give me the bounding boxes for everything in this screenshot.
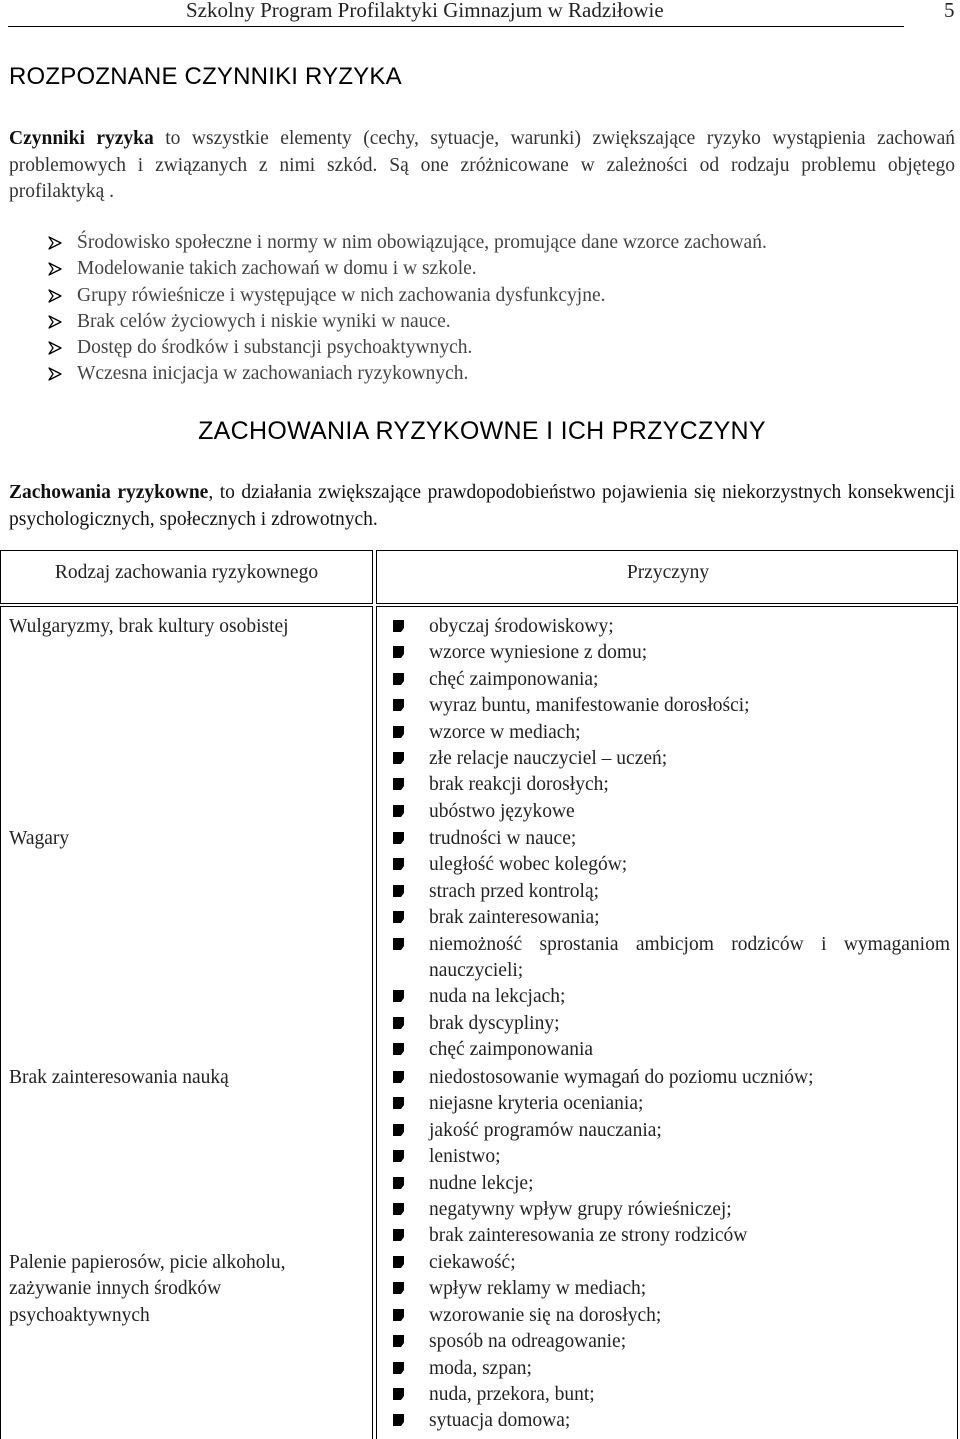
- list-item-text: obyczaj środowiskowy;: [429, 616, 614, 637]
- list-item-text: nudne lekcje;: [429, 1172, 534, 1194]
- list-item-text: złe relacje nauczyciel – uczeń;: [429, 748, 668, 770]
- square-bullet-icon: [393, 938, 404, 950]
- list-item: [390, 667, 950, 693]
- list-item: [390, 1065, 950, 1091]
- square-bullet-icon: [393, 673, 404, 685]
- list-item: [390, 640, 950, 666]
- square-bullet-icon: [393, 1203, 404, 1215]
- arrow-bullet-icon: [48, 236, 62, 250]
- list-item: [390, 826, 950, 852]
- table-row-behavior: Wagary: [9, 828, 70, 849]
- list-item-text: ubóstwo językowe: [429, 800, 575, 822]
- list-item: [48, 256, 767, 282]
- list-item: [48, 309, 767, 335]
- risky-behaviors-intro: [9, 480, 955, 533]
- list-item: [390, 1223, 950, 1249]
- list-item-text: wzorce wyniesione z domu;: [429, 642, 648, 664]
- square-bullet-icon: [393, 858, 404, 870]
- list-item-text: trudności w nauce;: [429, 828, 577, 849]
- list-item-text: wpływ reklamy w mediach;: [429, 1278, 647, 1300]
- list-item: [390, 746, 950, 772]
- risk-factors-term: Czynniki ryzyka: [9, 128, 154, 149]
- square-bullet-icon: [393, 1017, 404, 1029]
- arrow-bullet-icon: [48, 341, 62, 355]
- header-title: Szkolny Program Profilaktyki Gimnazjum w Radziłowie: [186, 0, 664, 22]
- list-item: [390, 879, 950, 905]
- risky-behaviors-definition: , to działania zwiększające prawdopodobieństwo pojawienia się niekorzystnych konsekwencji psychologicznych, społecznych i zdrowotnych.: [9, 482, 956, 530]
- risky-behaviors-term: Zachowania ryzykowne: [9, 482, 209, 503]
- list-item-text: Brak celów życiowych i niskie wyniki w nauce.: [77, 310, 451, 332]
- list-item-text: moda, szpan;: [429, 1357, 532, 1379]
- list-item-text: ciekawość;: [429, 1252, 516, 1273]
- square-bullet-icon: [393, 1256, 404, 1268]
- square-bullet-icon: [393, 1097, 404, 1109]
- list-item-text: Modelowanie takich zachowań w domu i w szkole.: [77, 258, 477, 280]
- list-item-text: Grupy rówieśnicze i występujące w nich zachowania dysfunkcyjne.: [77, 284, 606, 306]
- square-bullet-icon: [393, 805, 404, 817]
- list-item: [390, 1303, 950, 1329]
- square-bullet-icon: [393, 646, 404, 658]
- list-item: [390, 1171, 950, 1197]
- list-item: [390, 614, 950, 640]
- list-item: [390, 1250, 950, 1276]
- list-item-text: brak dyscypliny;: [429, 1012, 560, 1034]
- page-number: 5: [944, 0, 955, 22]
- page-header: [8, 0, 904, 27]
- arrow-bullet-icon: [48, 289, 62, 303]
- list-item-text: niedostosowanie wymagań do poziomu uczniów;: [429, 1067, 814, 1088]
- square-bullet-icon: [393, 1150, 404, 1162]
- table-column-header-behavior: Rodzaj zachowania ryzykownego: [54, 562, 319, 583]
- table-row-causes: [390, 1250, 950, 1435]
- section-heading-risky-behaviors: [0, 417, 960, 446]
- risk-factors-intro: [9, 126, 955, 206]
- table-row-causes: [390, 614, 950, 825]
- square-bullet-icon: [393, 778, 404, 790]
- square-bullet-icon: [393, 620, 404, 632]
- square-bullet-icon: [393, 726, 404, 738]
- list-item-text: nuda na lekcjach;: [429, 986, 566, 1008]
- arrow-bullet-icon: [48, 315, 62, 329]
- list-item-text: Środowisko społeczne i normy w nim obowiązujące, promujące dane wzorce zachowań.: [77, 232, 767, 253]
- list-item-text: wzorce w mediach;: [429, 721, 581, 743]
- list-item-text: niejasne kryteria oceniania;: [429, 1093, 644, 1115]
- list-item-text: lenistwo;: [429, 1146, 501, 1168]
- list-item-text: brak zainteresowania ze strony rodziców: [429, 1225, 748, 1247]
- table-row-causes: [390, 1065, 950, 1250]
- square-bullet-icon: [393, 1124, 404, 1136]
- square-bullet-icon: [393, 1177, 404, 1189]
- list-item-text: chęć zaimponowania;: [429, 668, 599, 690]
- list-item-text: wyraz buntu, manifestowanie dorosłości;: [429, 695, 750, 717]
- list-item: [390, 1118, 950, 1144]
- risk-factors-list: [48, 230, 767, 388]
- list-item: [390, 852, 950, 878]
- square-bullet-icon: [393, 1414, 404, 1426]
- list-item: [390, 1329, 950, 1355]
- square-bullet-icon: [393, 1362, 404, 1374]
- list-item-text: uległość wobec kolegów;: [429, 854, 628, 876]
- list-item: [390, 1091, 950, 1117]
- table-row-causes: [390, 826, 950, 1064]
- square-bullet-icon: [393, 1335, 404, 1347]
- list-item: [390, 1037, 950, 1063]
- section-heading-text: ZACHOWANIA RYZYKOWNE I ICH PRZYCZYNY: [198, 417, 766, 445]
- list-item: [390, 693, 950, 719]
- list-item: [390, 1356, 950, 1382]
- list-item-text: wzorowanie się na dorosłych;: [429, 1304, 662, 1326]
- table-row-behavior: Wulgaryzmy, brak kultury osobistej: [9, 616, 289, 637]
- list-item: [390, 1408, 950, 1434]
- list-item-text: strach przed kontrolą;: [429, 880, 600, 902]
- list-item: [48, 361, 767, 387]
- list-item: [390, 799, 950, 825]
- list-item-text: Wczesna inicjacja w zachowaniach ryzykownych.: [77, 363, 469, 385]
- square-bullet-icon: [393, 1043, 404, 1055]
- list-item-text: nuda, przekora, bunt;: [429, 1384, 595, 1406]
- arrow-bullet-icon: [48, 367, 62, 381]
- list-item: [390, 772, 950, 798]
- risk-factors-definition: to wszystkie elementy (cechy, sytuacje, warunki) zwiększające ryzyko wystąpienia zachowań problemowych i związanych z nimi szkód. Są one zróżnicowane w zależności od rodzaju problemu objętego profilaktyką .: [9, 128, 955, 202]
- list-item: [390, 984, 950, 1010]
- list-item-text: Dostęp do środków i substancji psychoaktywnych.: [77, 337, 473, 359]
- square-bullet-icon: [393, 990, 404, 1002]
- list-item-text: jakość programów nauczania;: [429, 1119, 662, 1141]
- square-bullet-icon: [393, 699, 404, 711]
- square-bullet-icon: [393, 832, 404, 844]
- square-bullet-icon: [393, 1071, 404, 1083]
- list-item-text: sytuacja domowa;: [429, 1410, 571, 1432]
- list-item-text: sposób na odreagowanie;: [429, 1331, 627, 1353]
- square-bullet-icon: [393, 1282, 404, 1294]
- list-item: [390, 720, 950, 746]
- list-item: [390, 1144, 950, 1170]
- arrow-bullet-icon: [48, 262, 62, 276]
- list-item: [390, 1382, 950, 1408]
- square-bullet-icon: [393, 1388, 404, 1400]
- list-item-text: brak zainteresowania;: [429, 907, 600, 929]
- list-item: [390, 932, 950, 985]
- table-row-behavior: Palenie papierosów, picie alkoholu, zażywanie innych środków psychoaktywnych: [9, 1252, 286, 1326]
- list-item: [390, 1276, 950, 1302]
- list-item-text: niemożność sprostania ambicjom rodziców i wymaganiom nauczycieli;: [429, 933, 950, 982]
- table-column-header-causes: Przyczyny: [626, 562, 710, 583]
- square-bullet-icon: [393, 1309, 404, 1321]
- list-item-text: chęć zaimponowania: [429, 1039, 594, 1061]
- list-item: [390, 1197, 950, 1223]
- square-bullet-icon: [393, 1229, 404, 1241]
- table-row-behavior: Brak zainteresowania nauką: [9, 1067, 229, 1088]
- list-item-text: negatywny wpływ grupy rówieśniczej;: [429, 1199, 732, 1221]
- square-bullet-icon: [393, 885, 404, 897]
- list-item: [48, 230, 767, 256]
- list-item: [390, 905, 950, 931]
- section-heading-risk-factors: ROZPOZNANE CZYNNIKI RYZYKA: [9, 63, 402, 90]
- list-item: [390, 1011, 950, 1037]
- square-bullet-icon: [393, 911, 404, 923]
- list-item: [48, 283, 767, 309]
- list-item: [48, 335, 767, 361]
- list-item-text: brak reakcji dorosłych;: [429, 774, 609, 796]
- square-bullet-icon: [393, 752, 404, 764]
